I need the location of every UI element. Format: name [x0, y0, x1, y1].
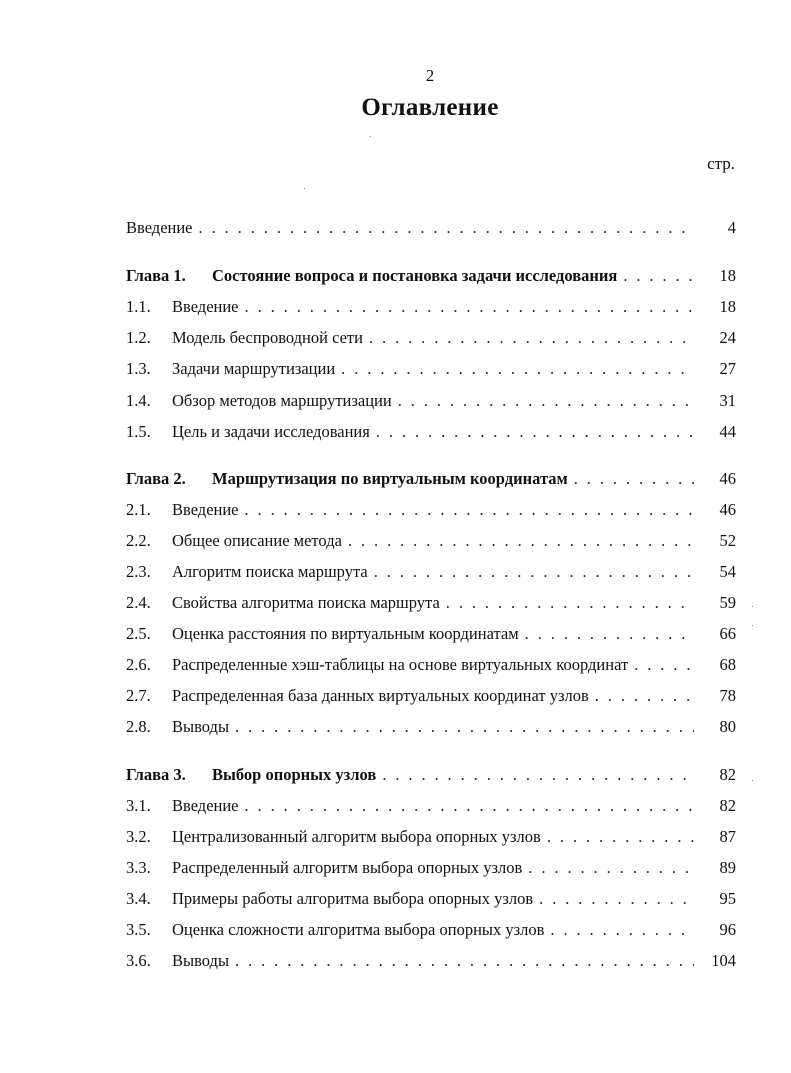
toc-chapter-row — [126, 763, 736, 785]
toc-entry-page: 31 — [719, 391, 736, 410]
toc-section-row — [126, 560, 736, 582]
toc-section-row — [126, 326, 736, 348]
toc-entry-number: 1.3. — [126, 359, 151, 378]
toc-entry-page: 46 — [719, 469, 736, 488]
toc-entry-number: 1.5. — [126, 422, 151, 441]
toc-leader-dots — [376, 422, 694, 442]
toc-entry-number: 2.1. — [126, 500, 151, 519]
toc-entry-page: 24 — [719, 328, 736, 347]
toc-entry-title: Оценка расстояния по виртуальным координатам — [172, 624, 519, 643]
toc-entry-page: 80 — [719, 717, 736, 736]
toc-entry-title: Распределенные хэш-таблицы на основе виртуальных координат — [172, 655, 629, 674]
toc-section-row — [126, 653, 736, 675]
toc-leader-dots — [539, 889, 694, 909]
toc-section-row — [126, 856, 736, 878]
toc-entry-page: 46 — [719, 500, 736, 519]
toc-entry-title: Обзор методов маршрутизации — [172, 391, 392, 410]
toc-entry-number: 3.5. — [126, 920, 151, 939]
toc-leader-dots — [446, 593, 694, 613]
toc-entry-title: Введение — [172, 297, 239, 316]
toc-entry-number: 1.2. — [126, 328, 151, 347]
toc-section-row — [126, 420, 736, 442]
toc-leader-dots — [528, 858, 694, 878]
toc-leader-dots — [398, 391, 694, 411]
toc-section-row — [126, 529, 736, 551]
toc-entry-title: Модель беспроводной сети — [172, 328, 363, 347]
toc-entry-title: Оценка сложности алгоритма выбора опорных узлов — [172, 920, 545, 939]
scan-speck — [752, 606, 753, 607]
toc-entry-title: Примеры работы алгоритма выбора опорных узлов — [172, 889, 534, 908]
toc-leader-dots — [382, 765, 694, 785]
toc-entry-number: 2.3. — [126, 562, 151, 581]
toc-leader-dots — [550, 920, 694, 940]
toc-section-row — [126, 715, 736, 737]
toc-entry-title: Распределенная база данных виртуальных координат узлов — [172, 686, 589, 705]
toc-section-row — [126, 887, 736, 909]
toc-entry-number: 2.2. — [126, 531, 151, 550]
toc-section-row — [126, 794, 736, 816]
toc-leader-dots — [245, 297, 694, 317]
toc-leader-dots — [245, 796, 694, 816]
toc-entry-number: 2.5. — [126, 624, 151, 643]
toc-entry-page: 68 — [719, 655, 736, 674]
toc-leader-dots — [574, 469, 694, 489]
toc-entry-page: 66 — [719, 624, 736, 643]
toc-entry-title: Введение — [172, 500, 239, 519]
toc-entry-title: Алгоритм поиска маршрута — [172, 562, 368, 581]
toc-entry-page: 87 — [719, 827, 736, 846]
toc-section-row — [126, 357, 736, 379]
toc-entry-number: 3.2. — [126, 827, 151, 846]
toc-section-row — [126, 949, 736, 971]
toc-entry-number: 1.4. — [126, 391, 151, 410]
toc-entry-number: Глава 1. — [126, 266, 186, 285]
toc-entry-number: 2.7. — [126, 686, 151, 705]
toc-entry-title: Распределенный алгоритм выбора опорных узлов — [172, 858, 523, 877]
toc-entry-title: Выбор опорных узлов — [212, 765, 377, 784]
toc-entry-title: Цель и задачи исследования — [172, 422, 370, 441]
toc-entry-page: 18 — [719, 266, 736, 285]
toc-leader-dots — [348, 531, 694, 551]
toc-entry-page: 52 — [719, 531, 736, 550]
toc-leader-dots — [245, 500, 694, 520]
toc-entry-page: 4 — [727, 218, 736, 237]
page-column-label: стр. — [707, 154, 735, 173]
toc-leader-dots — [525, 624, 694, 644]
toc-entry-number: 3.4. — [126, 889, 151, 908]
toc-chapter-row — [126, 264, 736, 286]
toc-entry-title: Введение — [126, 218, 193, 237]
toc-entry-title: Общее описание метода — [172, 531, 342, 550]
toc-leader-dots — [369, 328, 694, 348]
toc-entry-page: 59 — [719, 593, 736, 612]
toc-section-row — [126, 918, 736, 940]
toc-entry-title: Задачи маршрутизации — [172, 359, 336, 378]
toc-leader-dots — [235, 951, 694, 971]
scan-speck — [370, 136, 371, 137]
toc-entry-title: Выводы — [172, 951, 230, 970]
toc-section-row — [126, 498, 736, 520]
toc-entry-number: 3.1. — [126, 796, 151, 815]
toc-leader-dots — [595, 686, 694, 706]
toc-leader-dots — [199, 218, 694, 238]
toc-entry-title: Состояние вопроса и постановка задачи исследования — [212, 266, 618, 285]
toc-entry-title: Выводы — [172, 717, 230, 736]
toc-entry-page: 27 — [719, 359, 736, 378]
toc-leader-dots — [374, 562, 694, 582]
toc-leader-dots — [623, 266, 694, 286]
toc-entry-page: 54 — [719, 562, 736, 581]
toc-section-row — [126, 389, 736, 411]
toc-entry-page: 95 — [719, 889, 736, 908]
toc-entry-page: 82 — [719, 796, 736, 815]
toc-entry-page: 44 — [719, 422, 736, 441]
toc-entry-page: 89 — [719, 858, 736, 877]
scan-speck — [752, 625, 753, 626]
scan-speck — [752, 780, 753, 781]
toc-chapter-row — [126, 467, 736, 489]
toc-leader-dots — [341, 359, 694, 379]
toc-entry-number: 1.1. — [126, 297, 151, 316]
toc-leader-dots — [235, 717, 694, 737]
toc-entry-title: Введение — [172, 796, 239, 815]
toc-entry-page: 104 — [711, 951, 736, 970]
toc-entry-title: Маршрутизация по виртуальным координатам — [212, 469, 568, 488]
scan-speck — [304, 188, 305, 189]
toc-entry-page: 96 — [719, 920, 736, 939]
page-title: Оглавление — [361, 94, 499, 121]
toc-intro-row — [126, 216, 736, 238]
toc-entry-number: 3.6. — [126, 951, 151, 970]
toc-leader-dots — [634, 655, 694, 675]
toc-entry-number: 3.3. — [126, 858, 151, 877]
toc-entry-number: 2.6. — [126, 655, 151, 674]
toc-section-row — [126, 622, 736, 644]
toc-entry-number: 2.8. — [126, 717, 151, 736]
toc-entry-title: Централизованный алгоритм выбора опорных узлов — [172, 827, 541, 846]
toc-entry-page: 18 — [719, 297, 736, 316]
toc-section-row — [126, 825, 736, 847]
page-number: 2 — [425, 66, 435, 85]
toc-section-row — [126, 295, 736, 317]
toc-entry-number: 2.4. — [126, 593, 151, 612]
toc-entry-number: Глава 3. — [126, 765, 186, 784]
toc-leader-dots — [547, 827, 694, 847]
toc-entry-title: Свойства алгоритма поиска маршрута — [172, 593, 440, 612]
toc-section-row — [126, 591, 736, 613]
toc-entry-number: Глава 2. — [126, 469, 186, 488]
toc-entry-page: 82 — [719, 765, 736, 784]
toc-entry-page: 78 — [719, 686, 736, 705]
toc-section-row — [126, 684, 736, 706]
